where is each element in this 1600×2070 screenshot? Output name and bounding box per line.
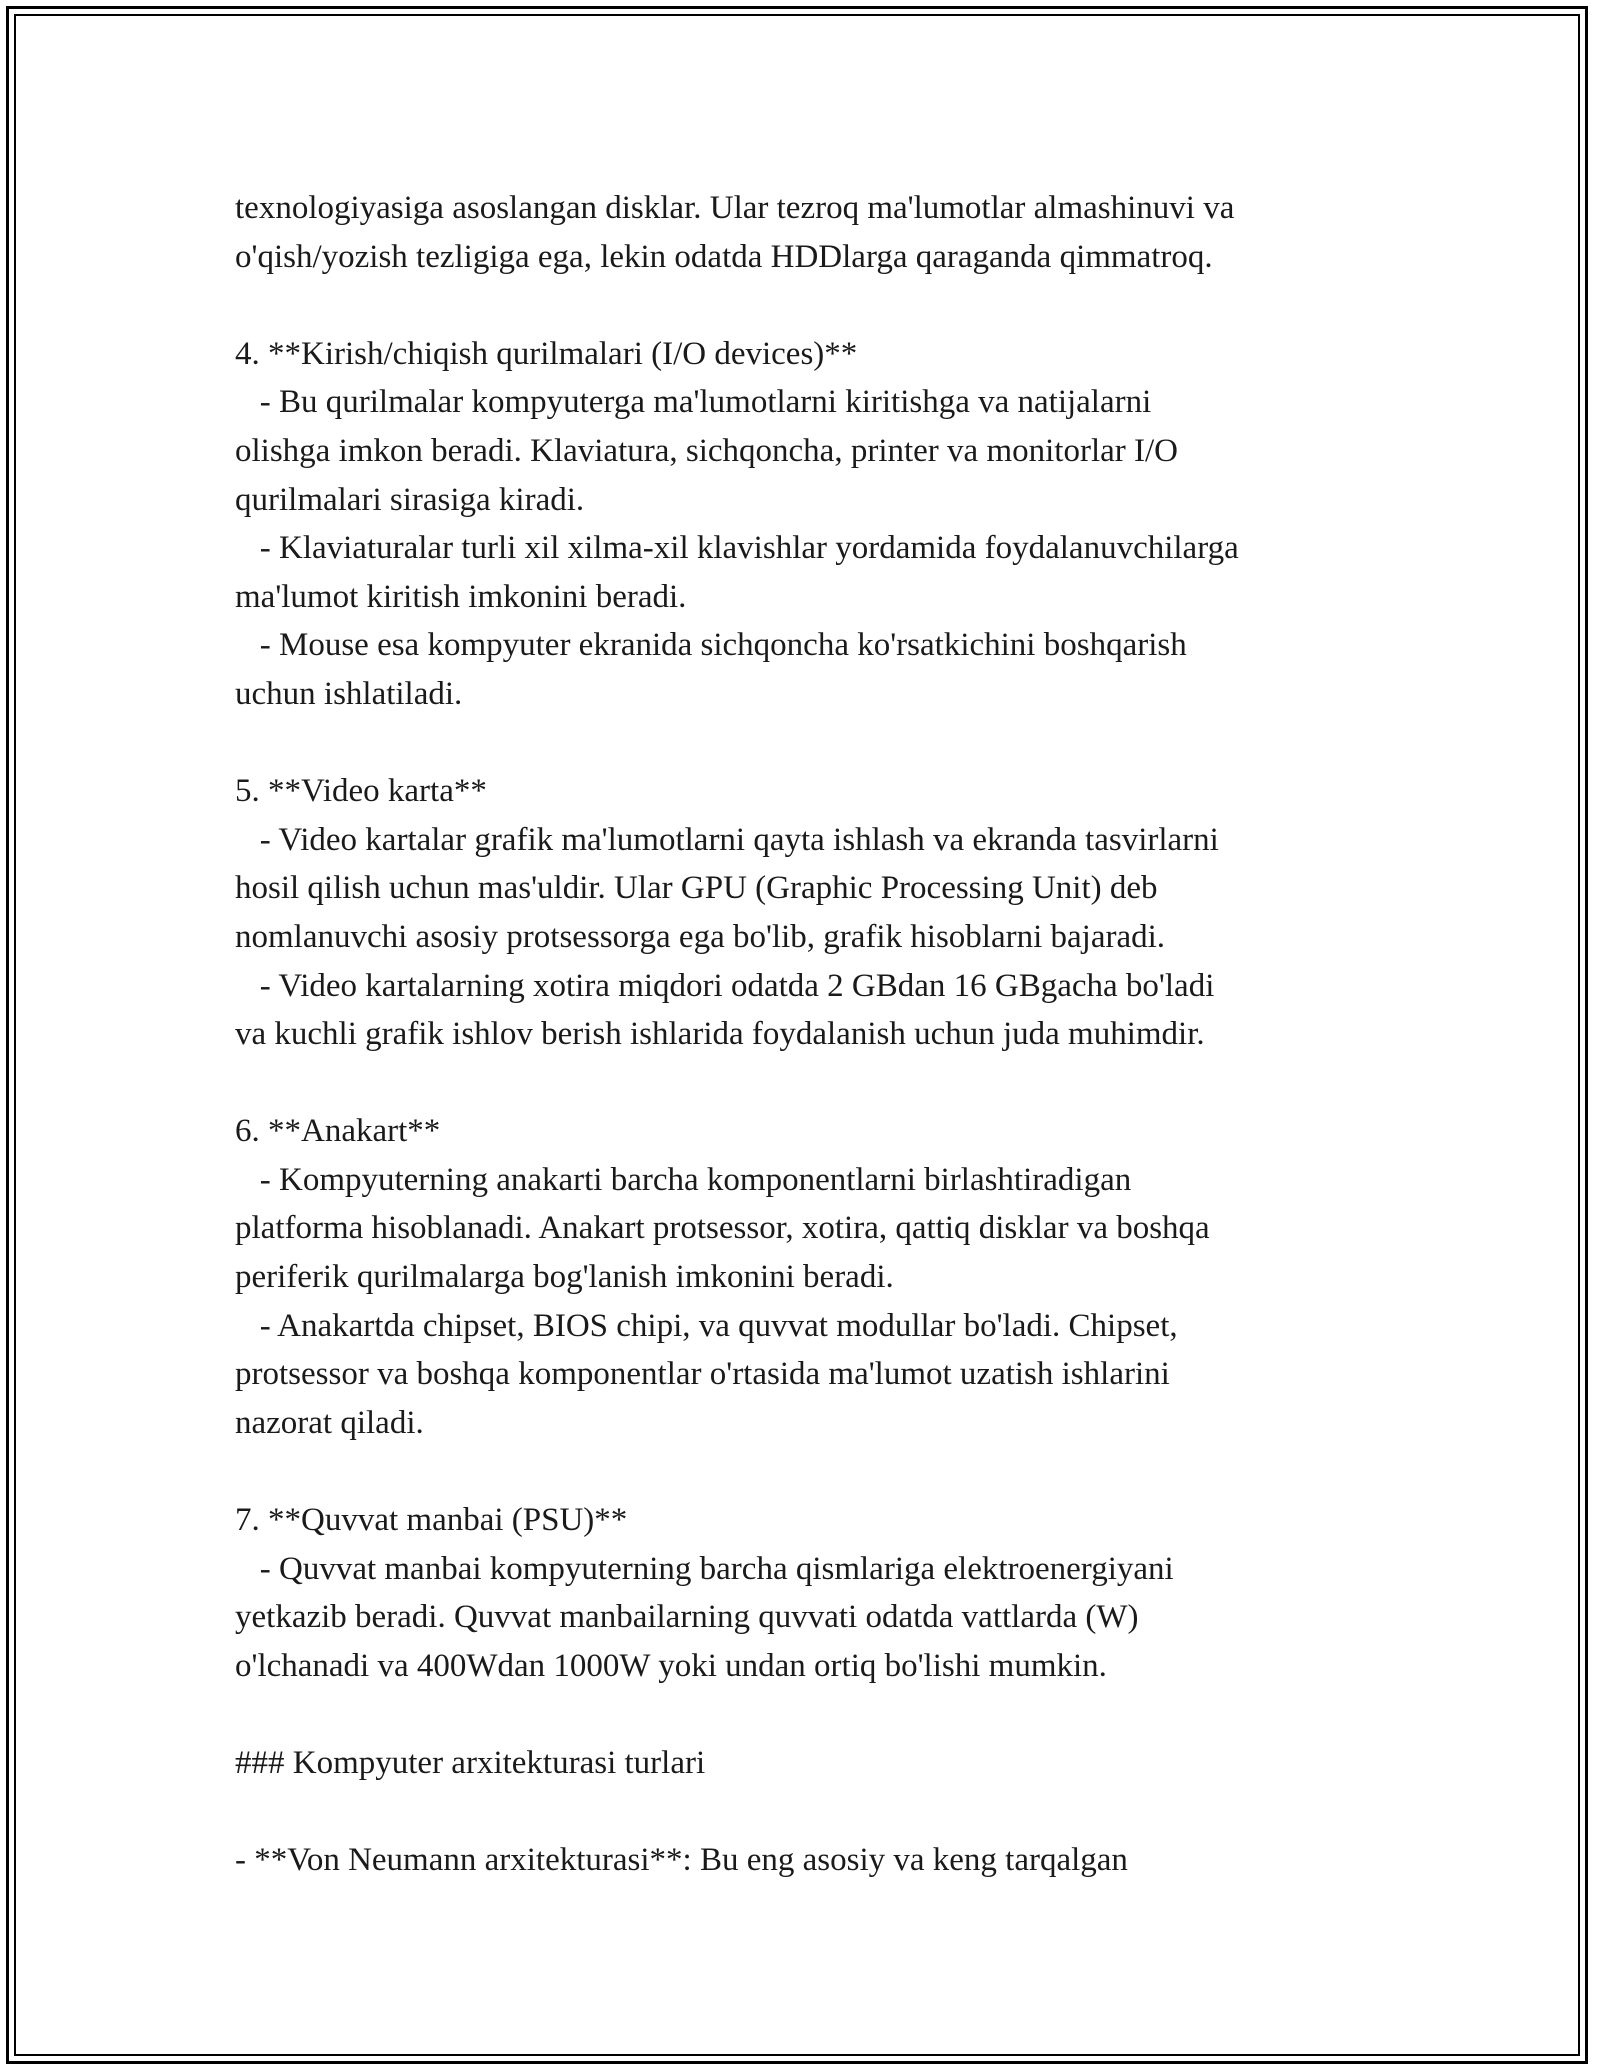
text-line: 7. **Quvvat manbai (PSU)** <box>235 1502 628 1539</box>
blank-line <box>235 1788 1385 1837</box>
blank-line <box>235 281 1385 330</box>
text-line: qurilmalari sirasiga kiradi. <box>235 481 585 518</box>
text-line: - Video kartalarning xotira miqdori odatda 2 GBdan 16 GBgacha bo'ladi <box>235 967 1215 1004</box>
text-line: o'qish/yozish tezligiga ega, lekin odatda HDDlarga qaraganda qimmatroq. <box>235 238 1213 275</box>
text-line: nazorat qiladi. <box>235 1404 424 1441</box>
document-body <box>235 184 1385 1885</box>
blank-line <box>235 1447 1385 1496</box>
text-line: - Quvvat manbai kompyuterning barcha qismlariga elektroenergiyani <box>235 1550 1174 1587</box>
text-line: - Anakartda chipset, BIOS chipi, va quvvat modullar bo'ladi. Chipset, <box>235 1307 1178 1344</box>
text-line: hosil qilish uchun mas'uldir. Ular GPU (Graphic Processing Unit) deb <box>235 870 1158 907</box>
text-line: ma'lumot kiritish imkonini beradi. <box>235 578 687 615</box>
text-line: periferik qurilmalarga bog'lanish imkonini beradi. <box>235 1259 894 1296</box>
text-line: - Video kartalar grafik ma'lumotlarni qayta ishlash va ekranda tasvirlarni <box>235 821 1219 858</box>
text-line: - Kompyuterning anakarti barcha komponentlarni birlashtiradigan <box>235 1161 1132 1198</box>
text-line: - Mouse esa kompyuter ekranida sichqoncha ko'rsatkichini boshqarish <box>235 627 1187 664</box>
blank-line <box>235 719 1385 768</box>
text-line: - Klaviaturalar turli xil xilma-xil klavishlar yordamida foydalanuvchilarga <box>235 530 1239 567</box>
text-line: protsessor va boshqa komponentlar o'rtasida ma'lumot uzatish ishlarini <box>235 1356 1170 1393</box>
text-line: ### Kompyuter arxitekturasi turlari <box>235 1745 706 1781</box>
text-line: va kuchli grafik ishlov berish ishlarida foydalanish uchun juda muhimdir. <box>235 1016 1205 1053</box>
text-line: nomlanuvchi asosiy protsessorga ega bo'lib, grafik hisoblarni bajaradi. <box>235 918 1166 955</box>
text-line: - **Von Neumann arxitekturasi**: Bu eng asosiy va keng tarqalgan <box>235 1842 1128 1879</box>
text-line: uchun ishlatiladi. <box>235 675 463 712</box>
text-line: yetkazib beradi. Quvvat manbailarning quvvati odatda vattlarda (W) <box>235 1599 1139 1636</box>
text-line: 6. **Anakart** <box>235 1113 441 1150</box>
text-line: 5. **Video karta** <box>235 773 487 810</box>
text-line: platforma hisoblanadi. Anakart protsessor, xotira, qattiq disklar va boshqa <box>235 1210 1210 1247</box>
text-line: texnologiyasiga asoslangan disklar. Ular tezroq ma'lumotlar almashinuvi va <box>235 190 1235 226</box>
blank-line <box>235 1059 1385 1108</box>
text-line: olishga imkon beradi. Klaviatura, sichqoncha, printer va monitorlar I/O <box>235 432 1178 469</box>
text-line: - Bu qurilmalar kompyuterga ma'lumotlarni kiritishga va natijalarni <box>235 384 1152 421</box>
blank-line <box>235 1690 1385 1739</box>
text-line: 4. **Kirish/chiqish qurilmalari (I/O devices)** <box>235 335 858 372</box>
text-line: o'lchanadi va 400Wdan 1000W yoki undan ortiq bo'lishi mumkin. <box>235 1647 1107 1684</box>
